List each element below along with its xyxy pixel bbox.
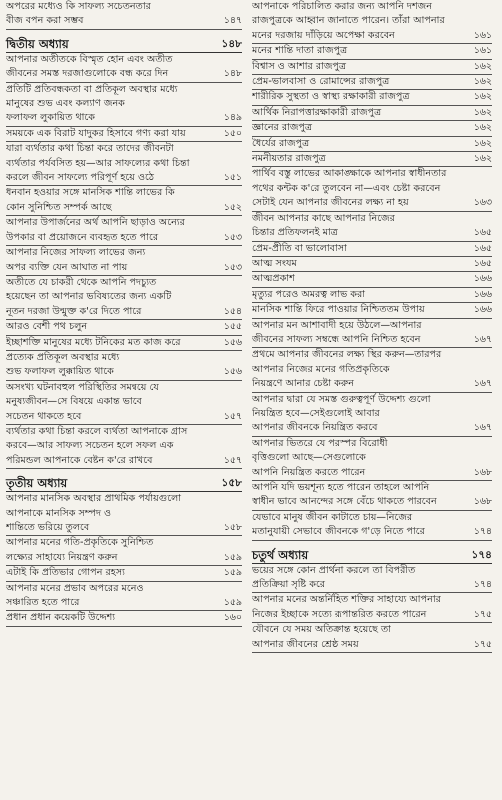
entry-title: ব্যর্থতার পর্যবসিত হয়—আর সাফল্যের কথা চিন্তা: [6, 157, 190, 169]
toc-entry: [252, 608, 492, 623]
entry-title: যৌবনে যে সময় অতিক্রান্ত হয়েছে তা: [252, 624, 391, 636]
page-number: ১৬২: [472, 60, 492, 74]
toc-entry: [252, 121, 492, 136]
page-number: ১৬২: [472, 121, 492, 135]
entry-title: সেটাই যেন আপনার জীবনের লক্ষ্য না হয়: [252, 197, 409, 209]
entry-title: আপনার জীবনের শ্রেষ্ঠ সময়: [252, 638, 359, 650]
entry-title: ব্যর্থতার কথা চিন্তা করলে ব্যর্থতা আপনাকে গ্রাস: [6, 425, 188, 437]
toc-entry: [252, 593, 492, 607]
toc-entry: [6, 582, 242, 596]
page-number: ১৫৯: [222, 596, 242, 610]
entry-title: আত্মপ্রকাশ: [252, 273, 295, 285]
toc-entry: [6, 425, 242, 439]
entry-title: অপর ব্যক্তি যেন আঘাত না পায়: [6, 261, 128, 273]
page-number: ১৬৬: [472, 272, 492, 286]
page-number: ১৬২: [472, 90, 492, 104]
page-number: ১৫০: [222, 127, 242, 141]
toc-entry: [6, 336, 242, 351]
page-number: ১৫৬: [222, 365, 242, 379]
page-number: ১৫৭: [222, 454, 242, 468]
toc-entry: [252, 226, 492, 241]
toc-entry: [252, 377, 492, 392]
chapter-title: দ্বিতীয় অধ্যায়: [6, 36, 69, 51]
entry-title: প্রথমে আপনার জীবনের লক্ষ্য স্থির করুন—তারপর: [252, 349, 442, 361]
toc-entry: [6, 127, 242, 142]
entry-title: সচেতন থাকতে হবে: [6, 410, 82, 422]
entry-title: অতীতে যে চাকরী থেকে আপনি পদচ্যুত: [6, 276, 157, 288]
entry-title: নূতন দরজা উন্মুক্ত ক'রে দিতে পারে: [6, 305, 142, 317]
toc-entry: [252, 14, 492, 28]
toc-entry: [252, 393, 492, 407]
toc-entry: [6, 261, 242, 276]
chapter-title: তৃতীয় অধ্যায়: [6, 476, 68, 491]
page-number: ১৪৮: [222, 67, 242, 81]
toc-entry: [252, 242, 492, 257]
toc-entry: [252, 288, 492, 303]
toc-entry: [6, 395, 242, 409]
toc-entry: [6, 439, 242, 453]
page-number: ১৫৩: [222, 261, 242, 275]
entry-title: আপনাকে মানসিক সম্পদ ও: [6, 507, 112, 519]
toc-entry: [252, 481, 492, 495]
toc-entry: [6, 566, 242, 581]
page-number: ১৭৫: [472, 638, 492, 652]
toc-entry: [252, 75, 492, 90]
entry-title: পরিমন্ডল আপনাকে বেষ্টন ক'রে রাখবে: [6, 454, 153, 466]
toc-entry: [6, 231, 242, 246]
page-number: ১৬২: [472, 106, 492, 120]
entry-title: ইচ্ছাশক্তি মানুষের মধ্যে টনিকের মত কাজ করে: [6, 336, 181, 348]
toc-entry: [252, 106, 492, 121]
toc-entry: [6, 320, 242, 335]
toc-entry: [252, 44, 492, 59]
toc-entry: [6, 596, 242, 611]
toc-entry: [252, 182, 492, 196]
toc-entry: [6, 186, 242, 200]
entry-title: আপনার মনের গতি-প্রকৃতিকে সুনিশ্চিত: [6, 537, 154, 549]
entry-title: আপনার উপার্জনের অর্থ আপনি ছাড়াও অন্যের: [6, 217, 185, 229]
entry-title: সঞ্চারিত হতে পারে: [6, 597, 80, 609]
page-number: ১৫৮: [221, 477, 242, 490]
entry-title: আপনার মানসিক অবস্থার প্রাথমিক পর্যায়গুলো: [6, 493, 182, 505]
toc-entry: [6, 0, 242, 14]
entry-title: প্রত্যেক প্রতিকূল অবস্থার মধ্যে: [6, 351, 120, 363]
page-number: ১৪৯: [222, 111, 242, 125]
toc-entry: [252, 167, 492, 181]
entry-title: পথের কন্টক ক'রে তুলবেন না—এবং চেষ্টা করবেন: [252, 182, 441, 194]
toc-entry: [6, 507, 242, 521]
toc-entry: [6, 492, 242, 506]
entry-title: আপনার অতীতকে বিস্মৃত হোন এবং অতীত: [6, 53, 173, 65]
page-number: ১৬৫: [472, 226, 492, 240]
toc-entry: [252, 0, 492, 14]
page-number: ১৫১: [222, 171, 242, 185]
entry-title: লক্ষ্যের সাহায্যে নিয়ন্ত্রণ করুন: [6, 551, 118, 563]
toc-entry: [252, 421, 492, 436]
toc-entry: [252, 407, 492, 421]
page-number: ১৬৫: [472, 242, 492, 256]
page-number: ১৫২: [222, 201, 242, 215]
page-number: ১৬৭: [472, 421, 492, 435]
entry-title: মনুষ্যজীবন—সে বিষয়ে একান্ত ভাবে: [6, 396, 142, 408]
toc-entry: [252, 90, 492, 105]
entry-title: আপনার মনের প্রভাব অপরের মনেও: [6, 582, 144, 594]
entry-title: শারীরিক সুস্থতা ও স্বাস্থ্য রক্ষাকারী রাজপুত্র: [252, 91, 410, 103]
toc-entry: [252, 578, 492, 593]
toc-entry: [6, 365, 242, 380]
toc-entry: [252, 437, 492, 451]
entry-title: জীবনের সমস্ত দরজাগুলোকে বন্ধ করে দিন: [6, 68, 169, 80]
right-column: [252, 0, 492, 653]
page-number: ১৭৫: [472, 608, 492, 622]
toc-entry: [252, 511, 492, 525]
toc-entry: [252, 137, 492, 152]
page-number: ১৫৫: [222, 320, 242, 334]
entry-title: জ্ঞানের রাজপুত্র: [252, 122, 313, 134]
page-number: ১৪৮: [221, 37, 242, 50]
entry-title: জীবনের সাফল্য সম্বন্ধে আপনি নিশ্চিত হবেন: [252, 333, 421, 345]
toc-entry: [6, 305, 242, 320]
toc-entry: [6, 157, 242, 171]
entry-title: আত্ম সংযম: [252, 257, 297, 269]
entry-title: বীজ বপন করা সম্ভব: [6, 15, 84, 27]
entry-title: মৃত্যুর পরেও অমরত্ব লাভ করা: [252, 288, 366, 300]
entry-title: বিশ্বাস ও আশার রাজপুত্র: [252, 60, 347, 72]
toc-entry: [252, 466, 492, 481]
entry-title: প্রেম-ভালবাসা ও রোমান্সের রাজপুত্র: [252, 76, 390, 88]
toc-entry: [252, 29, 492, 44]
toc-entry: [6, 142, 242, 156]
toc-entry: [252, 196, 492, 211]
entry-title: শান্তিতে ভরিয়ে তুলবে: [6, 522, 90, 533]
toc-entry: [252, 60, 492, 75]
entry-title: কোন সুনিশ্চিত সম্পর্ক আছে: [6, 201, 112, 213]
toc-entry: [252, 638, 492, 653]
page-number: ১৬৩: [472, 196, 492, 210]
entry-title: আপনার নিজের মনের গতিপ্রকৃতিকে: [252, 363, 390, 375]
toc-entry: [6, 14, 242, 29]
entry-title: ভয়ের সঙ্গে কোন প্রার্থনা করলে তা বিপরীত: [252, 564, 416, 576]
toc-entry: [6, 53, 242, 67]
page-number: ১৭৪: [472, 525, 492, 539]
entry-title: নিজের ইচ্ছাকে সত্যে রূপান্তরিত করতে পারেন: [252, 608, 427, 620]
entry-title: নমনীয়তার রাজপুত্র: [252, 153, 326, 165]
toc-entry: [6, 201, 242, 216]
entry-title: আর্থিক নিরাপত্তারক্ষাকারী রাজপুত্র: [252, 106, 382, 118]
entry-title: আপনি নিয়ন্ত্রিত করতে পারেন: [252, 466, 366, 478]
toc-entry: [252, 451, 492, 465]
page-number: ১৫৯: [222, 551, 242, 565]
entry-title: মতানুযায়ী সেভাবে জীবনকে গ'ড়ে নিতে পারে: [252, 526, 425, 538]
toc-entry: [252, 152, 492, 167]
toc-entry: [6, 351, 242, 365]
entry-title: আপনার মন আশাবাদী হয়ে উঠলে—আপনার: [252, 319, 422, 331]
page-number: ১৬৬: [472, 288, 492, 302]
entry-title: জীবন আপনার কাছে আপনার নিজের: [252, 212, 395, 224]
chapter-heading: [252, 547, 492, 564]
toc-entry: [6, 171, 242, 186]
page-number: ১৭৪: [472, 578, 492, 592]
entry-title: আপনার জীবনকে নিয়ন্ত্রিত করবে: [252, 422, 378, 434]
entry-title: অপরের মধ্যেও কি সাফল্য সচেতনতার: [6, 1, 151, 12]
entry-title: আপনার মনের অন্তর্নিহিত শক্তির সাহায্যে আপনার: [252, 594, 441, 606]
toc-entry: [6, 381, 242, 395]
page-number: ১৬১: [472, 29, 492, 43]
entry-title: নিয়ন্ত্রণে আনার চেষ্টা করুন: [252, 378, 354, 390]
page-number: ১৬৮: [472, 495, 492, 509]
toc-entry: [252, 272, 492, 287]
toc-entry: [6, 83, 242, 97]
toc-entry: [6, 454, 242, 469]
left-column: [6, 0, 242, 627]
entry-title: রাজপুত্রকে আহ্বান জানাতে পারেন। তাঁরা আপনার: [252, 15, 445, 27]
page-number: ১৫৬: [222, 336, 242, 350]
toc-entry: [6, 111, 242, 126]
toc-entry: [252, 525, 492, 540]
entry-title: আপনি যদি ভয়শূন্য হতে পারেন তাহলে আপনি: [252, 482, 430, 493]
entry-title: আপনাকে পরিচালিত করার জন্য আপনি দশজন: [252, 1, 432, 12]
entry-title: নিয়ন্ত্রিত হবে—সেইগুলোই আবার: [252, 407, 380, 419]
page-number: ১৬০: [222, 611, 242, 625]
page-number: ১৬৬: [472, 303, 492, 317]
toc-entry: [6, 67, 242, 82]
toc-entry: [6, 276, 242, 290]
page-number: ১৫৪: [222, 305, 242, 319]
entry-title: ফলাফল লুকায়িত থাকে: [6, 112, 96, 124]
entry-title: মানসিক শান্তি ফিরে পাওয়ার নিশ্চিততম উপায়: [252, 304, 425, 316]
page-number: ১৫৭: [222, 410, 242, 424]
entry-title: আরও বেশী পথ চলুন: [6, 321, 88, 333]
entry-title: প্রতিটি প্রতিবন্ধকতা বা প্রতিকূল অবস্থার মধ্যে: [6, 83, 178, 95]
toc-entry: [6, 410, 242, 425]
page-number: ১৬৭: [472, 333, 492, 347]
entry-title: আপনার দ্বারা যে সমস্ত গুরুত্বপূর্ণ উদ্দেশ্য গুলো: [252, 393, 431, 405]
entry-title: পার্থিব বস্তু লাভের আকাঙ্ক্ষাকে আপনার স্বাধীনতার: [252, 168, 447, 180]
page-number: ১৫৮: [222, 521, 242, 535]
page-number: ১৬৫: [472, 257, 492, 271]
entry-title: অসংখ্য ঘটনাবহুল পরিস্থিতির সমন্বয়ে যে: [6, 381, 159, 393]
page-number: ১৬১: [472, 44, 492, 58]
toc-entry: [252, 363, 492, 377]
entry-title: সময়কে এক বিরাট যাদুকর হিসাবে গণ্য করা যায়: [6, 127, 186, 139]
toc-entry: [6, 216, 242, 230]
toc-entry: [6, 536, 242, 550]
toc-entry: [6, 97, 242, 111]
page-number: ১৬২: [472, 75, 492, 89]
entry-title: বৃত্তিগুলো আছে—সেগুলোকে: [252, 452, 366, 464]
toc-entry: [252, 623, 492, 637]
toc-entry: [6, 611, 242, 626]
chapter-heading: [6, 36, 242, 53]
page-number: ১৬২: [472, 152, 492, 166]
toc-entry: [252, 348, 492, 362]
entry-title: উপকার বা প্রয়োজনে ব্যবহৃত হতে পারে: [6, 231, 159, 243]
toc-entry: [252, 564, 492, 578]
page-number: ১৬২: [472, 137, 492, 151]
entry-title: হয়েছেন তা আপনার ভবিষ্যতের জন্য একটি: [6, 291, 172, 303]
entry-title: করবে—আর সাফল্য সচেতন হলে সফল এক: [6, 440, 174, 452]
page-number: ১৬৮: [472, 466, 492, 480]
page-number: ১৫৯: [222, 566, 242, 580]
page-number: ১৫৩: [222, 231, 242, 245]
toc-entry: [252, 303, 492, 318]
page-number: ১৬৭: [472, 377, 492, 391]
entry-title: ধনবান হওয়ার সঙ্গে মানসিক শান্তি লাভের কি: [6, 187, 175, 199]
entry-title: প্রধান প্রধান কয়েকটি উদ্দেশ্য: [6, 612, 116, 624]
entry-title: মনের শান্তি দাতা রাজপুত্র: [252, 45, 348, 57]
toc-entry: [6, 246, 242, 260]
entry-title: এটাই কি প্রতিভার গোপন রহস্য: [6, 567, 125, 579]
toc-entry: [6, 290, 242, 304]
entry-title: মানুষের শুভ এবং কল্যাণ জনক: [6, 98, 125, 110]
entry-title: প্রতিক্রিয়া সৃষ্টি করে: [252, 579, 326, 591]
entry-title: করলে জীবন সাফল্যে পরিপূর্ণ হয়ে ওঠে: [6, 172, 154, 184]
entry-title: স্বাধীন ভাবে আনন্দের সঙ্গে বেঁচে থাকতে পারবেন: [252, 496, 437, 508]
chapter-title: চতুর্থ অধ্যায়: [252, 547, 309, 562]
entry-title: যারা ব্যর্থতার কথা চিন্তা করে তাদের জীবনটা: [6, 143, 174, 155]
page-number: ১৭৪: [471, 548, 492, 561]
toc-entry: [252, 212, 492, 226]
toc-entry: [252, 319, 492, 333]
entry-title: ধৈর্যের রাজপুত্র: [252, 137, 310, 149]
entry-title: আপনার ভিতরে যে পরস্পর বিরোধী: [252, 437, 388, 449]
toc-entry: [252, 495, 492, 510]
toc-entry: [252, 257, 492, 272]
chapter-heading: [6, 475, 242, 492]
entry-title: প্রেম-প্রীতি বা ভালোবাসা: [252, 242, 347, 254]
page-number: ১৪৭: [222, 14, 242, 28]
entry-title: শুভ ফলাফল লুক্কায়িত থাকে: [6, 366, 114, 378]
entry-title: মনের দরজায় দাঁড়িয়ে অপেক্ষা করবেন: [252, 29, 395, 41]
toc-entry: [6, 551, 242, 566]
toc-entry: [252, 333, 492, 348]
entry-title: চিন্তার প্রতিফলনই মাত্র: [252, 227, 338, 239]
entry-title: আপনার নিজের সাফল্য লাভের জন্য: [6, 247, 146, 259]
toc-entry: [6, 521, 242, 536]
entry-title: যেভাবে মানুষ জীবন কাটাতে চায়—নিজের: [252, 511, 413, 523]
